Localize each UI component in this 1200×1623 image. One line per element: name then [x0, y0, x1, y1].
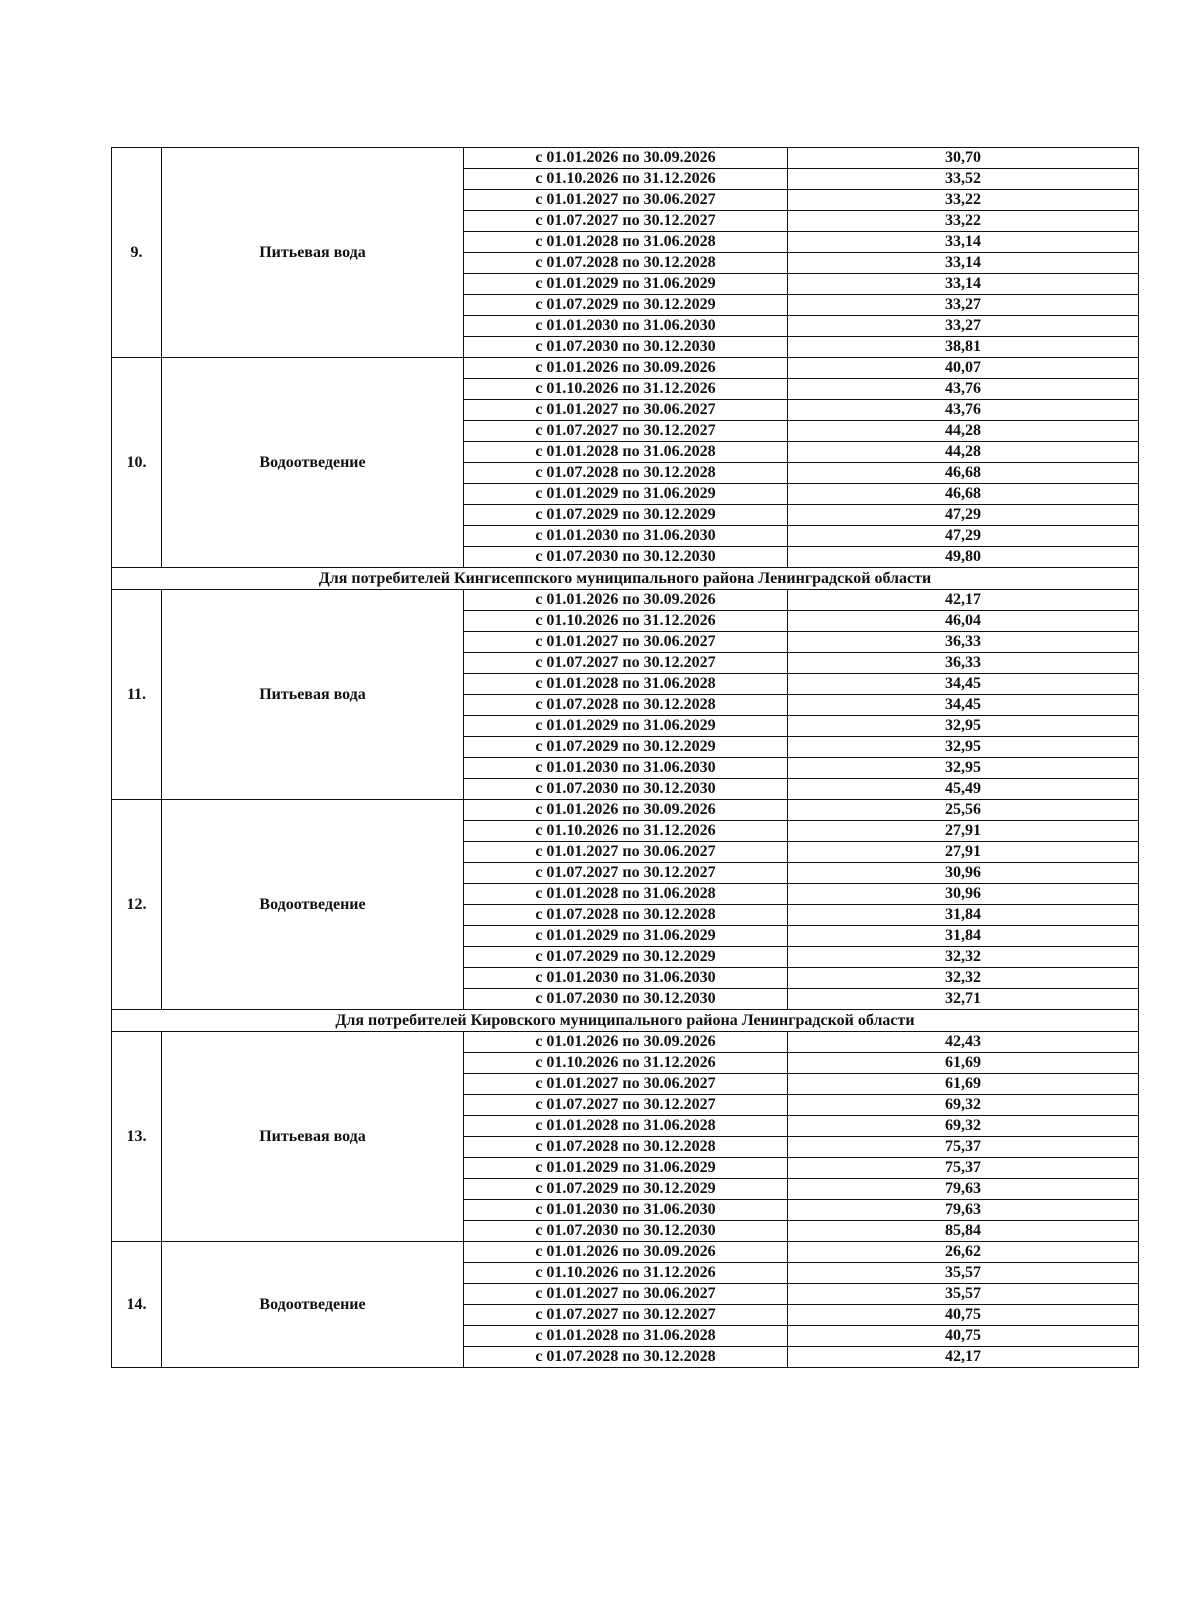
tariff-value-cell: 40,07 [788, 358, 1139, 379]
tariff-value-cell: 61,69 [788, 1053, 1139, 1074]
period-cell: с 01.07.2029 по 30.12.2029 [464, 947, 788, 968]
period-cell: с 01.01.2027 по 30.06.2027 [464, 842, 788, 863]
period-cell: с 01.01.2030 по 31.06.2030 [464, 316, 788, 337]
service-name: Водоотведение [162, 358, 464, 568]
section-row [112, 1010, 1139, 1032]
tariff-value-cell: 45,49 [788, 779, 1139, 800]
tariff-value-cell: 35,57 [788, 1263, 1139, 1284]
tariff-value-cell: 42,17 [788, 590, 1139, 611]
period-cell: с 01.07.2030 по 30.12.2030 [464, 989, 788, 1010]
period-cell: с 01.01.2030 по 31.06.2030 [464, 968, 788, 989]
section-heading: Для потребителей Кировского муниципального района Ленинградской области [112, 1010, 1139, 1032]
period-cell: с 01.01.2028 по 31.06.2028 [464, 1326, 788, 1347]
service-name: Питьевая вода [162, 590, 464, 800]
section-heading: Для потребителей Кингисеппского муниципального района Ленинградской области [112, 568, 1139, 590]
period-cell: с 01.01.2027 по 30.06.2027 [464, 1284, 788, 1305]
period-cell: с 01.07.2028 по 30.12.2028 [464, 1347, 788, 1368]
tariff-value-cell: 61,69 [788, 1074, 1139, 1095]
tariff-value-cell: 32,95 [788, 716, 1139, 737]
tariff-value-cell: 44,28 [788, 442, 1139, 463]
period-cell: с 01.01.2028 по 31.06.2028 [464, 232, 788, 253]
period-cell: с 01.10.2026 по 31.12.2026 [464, 169, 788, 190]
tariff-value-cell: 33,14 [788, 232, 1139, 253]
period-cell: с 01.07.2028 по 30.12.2028 [464, 695, 788, 716]
tariff-value-cell: 40,75 [788, 1326, 1139, 1347]
tariff-value-cell: 49,80 [788, 547, 1139, 568]
period-cell: с 01.01.2027 по 30.06.2027 [464, 632, 788, 653]
period-cell: с 01.01.2029 по 31.06.2029 [464, 1158, 788, 1179]
period-cell: с 01.07.2030 по 30.12.2030 [464, 337, 788, 358]
tariff-value-cell: 47,29 [788, 526, 1139, 547]
tariff-value-cell: 26,62 [788, 1242, 1139, 1263]
tariff-value-cell: 33,14 [788, 274, 1139, 295]
period-cell: с 01.01.2030 по 31.06.2030 [464, 1200, 788, 1221]
tariff-value-cell: 35,57 [788, 1284, 1139, 1305]
tariff-value-cell: 33,27 [788, 295, 1139, 316]
table-row [112, 358, 1139, 379]
period-cell: с 01.01.2026 по 30.09.2026 [464, 1242, 788, 1263]
tariff-value-cell: 33,52 [788, 169, 1139, 190]
period-cell: с 01.01.2028 по 31.06.2028 [464, 884, 788, 905]
tariff-value-cell: 36,33 [788, 632, 1139, 653]
tariff-table-body [112, 148, 1139, 1368]
period-cell: с 01.07.2027 по 30.12.2027 [464, 1095, 788, 1116]
period-cell: с 01.07.2028 по 30.12.2028 [464, 253, 788, 274]
period-cell: с 01.07.2029 по 30.12.2029 [464, 737, 788, 758]
tariff-value-cell: 75,37 [788, 1137, 1139, 1158]
period-cell: с 01.10.2026 по 31.12.2026 [464, 1053, 788, 1074]
item-number: 10. [112, 358, 162, 568]
period-cell: с 01.01.2029 по 31.06.2029 [464, 274, 788, 295]
period-cell: с 01.10.2026 по 31.12.2026 [464, 611, 788, 632]
period-cell: с 01.07.2027 по 30.12.2027 [464, 653, 788, 674]
tariff-value-cell: 25,56 [788, 800, 1139, 821]
tariff-value-cell: 27,91 [788, 842, 1139, 863]
period-cell: с 01.01.2030 по 31.06.2030 [464, 526, 788, 547]
section-row [112, 568, 1139, 590]
period-cell: с 01.10.2026 по 31.12.2026 [464, 379, 788, 400]
period-cell: с 01.01.2028 по 31.06.2028 [464, 442, 788, 463]
tariff-value-cell: 27,91 [788, 821, 1139, 842]
period-cell: с 01.01.2029 по 31.06.2029 [464, 926, 788, 947]
tariff-value-cell: 85,84 [788, 1221, 1139, 1242]
period-cell: с 01.07.2028 по 30.12.2028 [464, 463, 788, 484]
period-cell: с 01.01.2027 по 30.06.2027 [464, 400, 788, 421]
item-number: 9. [112, 148, 162, 358]
period-cell: с 01.01.2027 по 30.06.2027 [464, 190, 788, 211]
tariff-value-cell: 32,32 [788, 947, 1139, 968]
period-cell: с 01.07.2028 по 30.12.2028 [464, 1137, 788, 1158]
tariff-value-cell: 33,22 [788, 211, 1139, 232]
period-cell: с 01.01.2026 по 30.09.2026 [464, 1032, 788, 1053]
tariff-value-cell: 32,71 [788, 989, 1139, 1010]
period-cell: с 01.01.2028 по 31.06.2028 [464, 1116, 788, 1137]
tariff-value-cell: 79,63 [788, 1179, 1139, 1200]
period-cell: с 01.07.2027 по 30.12.2027 [464, 863, 788, 884]
tariff-value-cell: 38,81 [788, 337, 1139, 358]
period-cell: с 01.07.2027 по 30.12.2027 [464, 421, 788, 442]
table-row [112, 1242, 1139, 1263]
tariff-value-cell: 75,37 [788, 1158, 1139, 1179]
period-cell: с 01.07.2029 по 30.12.2029 [464, 1179, 788, 1200]
tariff-value-cell: 47,29 [788, 505, 1139, 526]
table-row [112, 800, 1139, 821]
period-cell: с 01.07.2030 по 30.12.2030 [464, 547, 788, 568]
period-cell: с 01.07.2028 по 30.12.2028 [464, 905, 788, 926]
period-cell: с 01.07.2027 по 30.12.2027 [464, 211, 788, 232]
period-cell: с 01.07.2029 по 30.12.2029 [464, 295, 788, 316]
tariff-value-cell: 34,45 [788, 695, 1139, 716]
tariff-value-cell: 33,22 [788, 190, 1139, 211]
tariff-value-cell: 30,70 [788, 148, 1139, 169]
tariff-value-cell: 32,95 [788, 758, 1139, 779]
tariff-value-cell: 32,95 [788, 737, 1139, 758]
tariff-value-cell: 32,32 [788, 968, 1139, 989]
tariff-value-cell: 31,84 [788, 926, 1139, 947]
period-cell: с 01.01.2027 по 30.06.2027 [464, 1074, 788, 1095]
tariff-value-cell: 69,32 [788, 1095, 1139, 1116]
tariff-value-cell: 33,27 [788, 316, 1139, 337]
period-cell: с 01.07.2030 по 30.12.2030 [464, 1221, 788, 1242]
service-name: Водоотведение [162, 1242, 464, 1368]
period-cell: с 01.01.2026 по 30.09.2026 [464, 800, 788, 821]
table-row [112, 1032, 1139, 1053]
service-name: Питьевая вода [162, 148, 464, 358]
tariff-value-cell: 46,04 [788, 611, 1139, 632]
tariff-value-cell: 44,28 [788, 421, 1139, 442]
tariff-value-cell: 33,14 [788, 253, 1139, 274]
period-cell: с 01.01.2026 по 30.09.2026 [464, 148, 788, 169]
period-cell: с 01.01.2028 по 31.06.2028 [464, 674, 788, 695]
tariff-value-cell: 36,33 [788, 653, 1139, 674]
period-cell: с 01.07.2027 по 30.12.2027 [464, 1305, 788, 1326]
period-cell: с 01.01.2026 по 30.09.2026 [464, 358, 788, 379]
period-cell: с 01.10.2026 по 31.12.2026 [464, 1263, 788, 1284]
tariff-value-cell: 42,17 [788, 1347, 1139, 1368]
tariff-value-cell: 46,68 [788, 484, 1139, 505]
item-number: 13. [112, 1032, 162, 1242]
period-cell: с 01.01.2026 по 30.09.2026 [464, 590, 788, 611]
tariff-value-cell: 42,43 [788, 1032, 1139, 1053]
tariff-value-cell: 43,76 [788, 379, 1139, 400]
tariff-value-cell: 79,63 [788, 1200, 1139, 1221]
table-row [112, 590, 1139, 611]
period-cell: с 01.07.2029 по 30.12.2029 [464, 505, 788, 526]
period-cell: с 01.01.2030 по 31.06.2030 [464, 758, 788, 779]
tariff-table-page [111, 147, 1138, 1368]
period-cell: с 01.01.2029 по 31.06.2029 [464, 484, 788, 505]
tariff-value-cell: 30,96 [788, 884, 1139, 905]
item-number: 12. [112, 800, 162, 1010]
period-cell: с 01.10.2026 по 31.12.2026 [464, 821, 788, 842]
item-number: 11. [112, 590, 162, 800]
tariff-table [111, 147, 1139, 1368]
tariff-value-cell: 43,76 [788, 400, 1139, 421]
tariff-value-cell: 34,45 [788, 674, 1139, 695]
service-name: Водоотведение [162, 800, 464, 1010]
tariff-value-cell: 40,75 [788, 1305, 1139, 1326]
period-cell: с 01.01.2029 по 31.06.2029 [464, 716, 788, 737]
period-cell: с 01.07.2030 по 30.12.2030 [464, 779, 788, 800]
tariff-value-cell: 31,84 [788, 905, 1139, 926]
tariff-value-cell: 69,32 [788, 1116, 1139, 1137]
tariff-value-cell: 46,68 [788, 463, 1139, 484]
tariff-value-cell: 30,96 [788, 863, 1139, 884]
service-name: Питьевая вода [162, 1032, 464, 1242]
table-row [112, 148, 1139, 169]
item-number: 14. [112, 1242, 162, 1368]
